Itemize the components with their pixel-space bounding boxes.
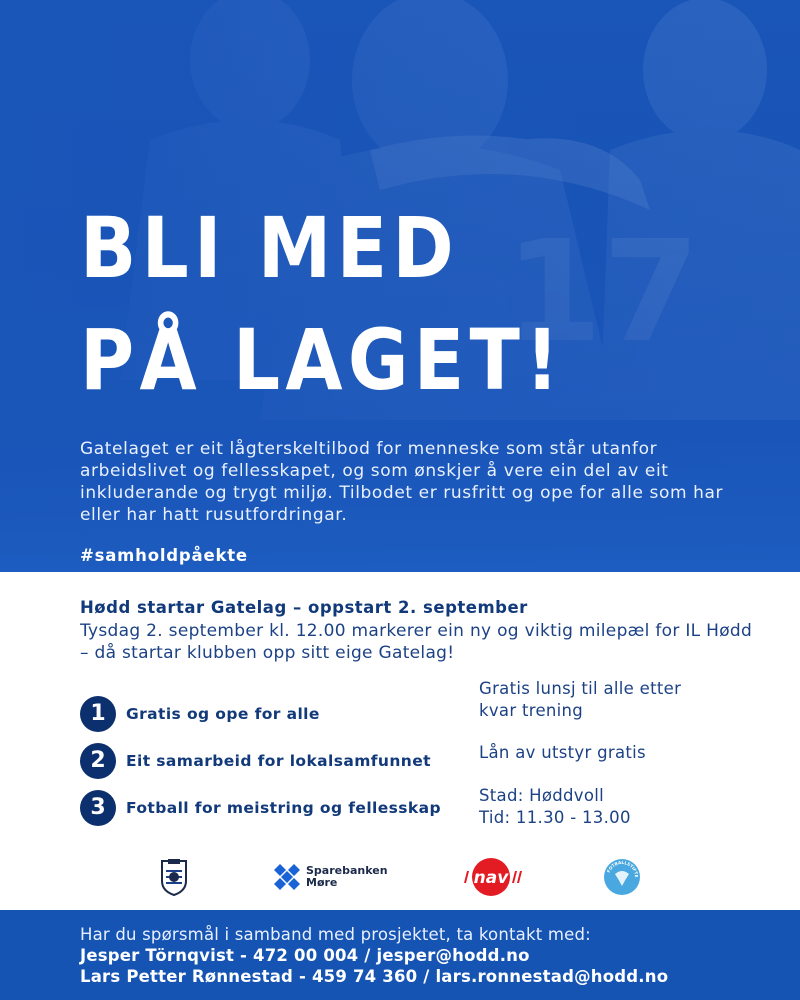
place-time-info [479,785,631,829]
news-text: Tysdag 2. september kl. 12.00 markerer ein ny og viktig milepæl for IL Hødd – då startar klubben opp sitt eige Gatelag! [80,621,753,663]
feature-label: Eit samarbeid for lokalsamfunnet [126,751,431,770]
hodd-crest-icon [160,857,188,897]
fotballstiftelsen-icon [603,858,641,896]
headline [80,192,564,416]
contact-intro: Har du spørsmål i samband med prosjektet, ta kontakt med: [80,925,591,944]
sparebanken-more-logo [272,852,388,902]
fotballstiftelsen-text: FOTBALLSTIFTE [605,859,640,878]
headline-line-1: BLI MED [80,199,460,297]
contact-jesper: Jesper Törnqvist - 472 00 004 / jesper@hodd.no [80,946,530,965]
sparebanken-line-2: Møre [306,876,338,889]
news-title: Hødd startar Gatelag – oppstart 2. september [80,598,528,617]
equipment-info: Lån av utstyr gratis [479,743,646,762]
nav-wordmark: nav [473,868,509,888]
sparebanken-line-1: Sparebanken [306,864,388,877]
sponsor-logos [0,852,800,902]
nav-logo [458,852,524,902]
nav-logo-icon [458,857,524,897]
lunch-info-line-1: Gratis lunsj til alle etter [479,679,682,698]
intro-text: Gatelaget er eit lågterskeltilbod for menneske som står utanfor arbeidslivet og fellesskapet, og som ønskjer å vere ein del av eit inkluderande og trygt miljø. Tilbodet er rusfritt og ope for alle som har eller har hatt rusutfordringar. [80,439,724,525]
contact-lars: Lars Petter Rønnestad - 459 74 360 / lars.ronnestad@hodd.no [80,967,669,986]
sparebanken-diamond-icon [272,862,302,892]
feature-item [80,784,460,831]
fotballstiftelsen-logo [603,852,641,902]
headline-line-2: PÅ LAGET! [80,311,565,409]
feature-label: Gratis og ope for alle [126,704,320,723]
contact-footer [0,910,800,1000]
number-badge: 3 [80,790,116,826]
lunch-info-line-2: kvar trening [479,701,584,720]
feature-list [80,690,460,831]
hashtag: #samholdpåekte [80,546,248,565]
feature-item [80,690,460,737]
number-badge: 1 [80,696,116,732]
place-info: Stad: Høddvoll [479,786,605,805]
lunch-info [479,678,681,722]
hodd-crest-logo [160,852,188,902]
feature-label: Fotball for meistring og fellesskap [126,798,441,817]
feature-item [80,737,460,784]
sparebanken-name [306,865,388,889]
time-info: Tid: 11.30 - 13.00 [479,808,631,827]
number-badge: 2 [80,743,116,779]
